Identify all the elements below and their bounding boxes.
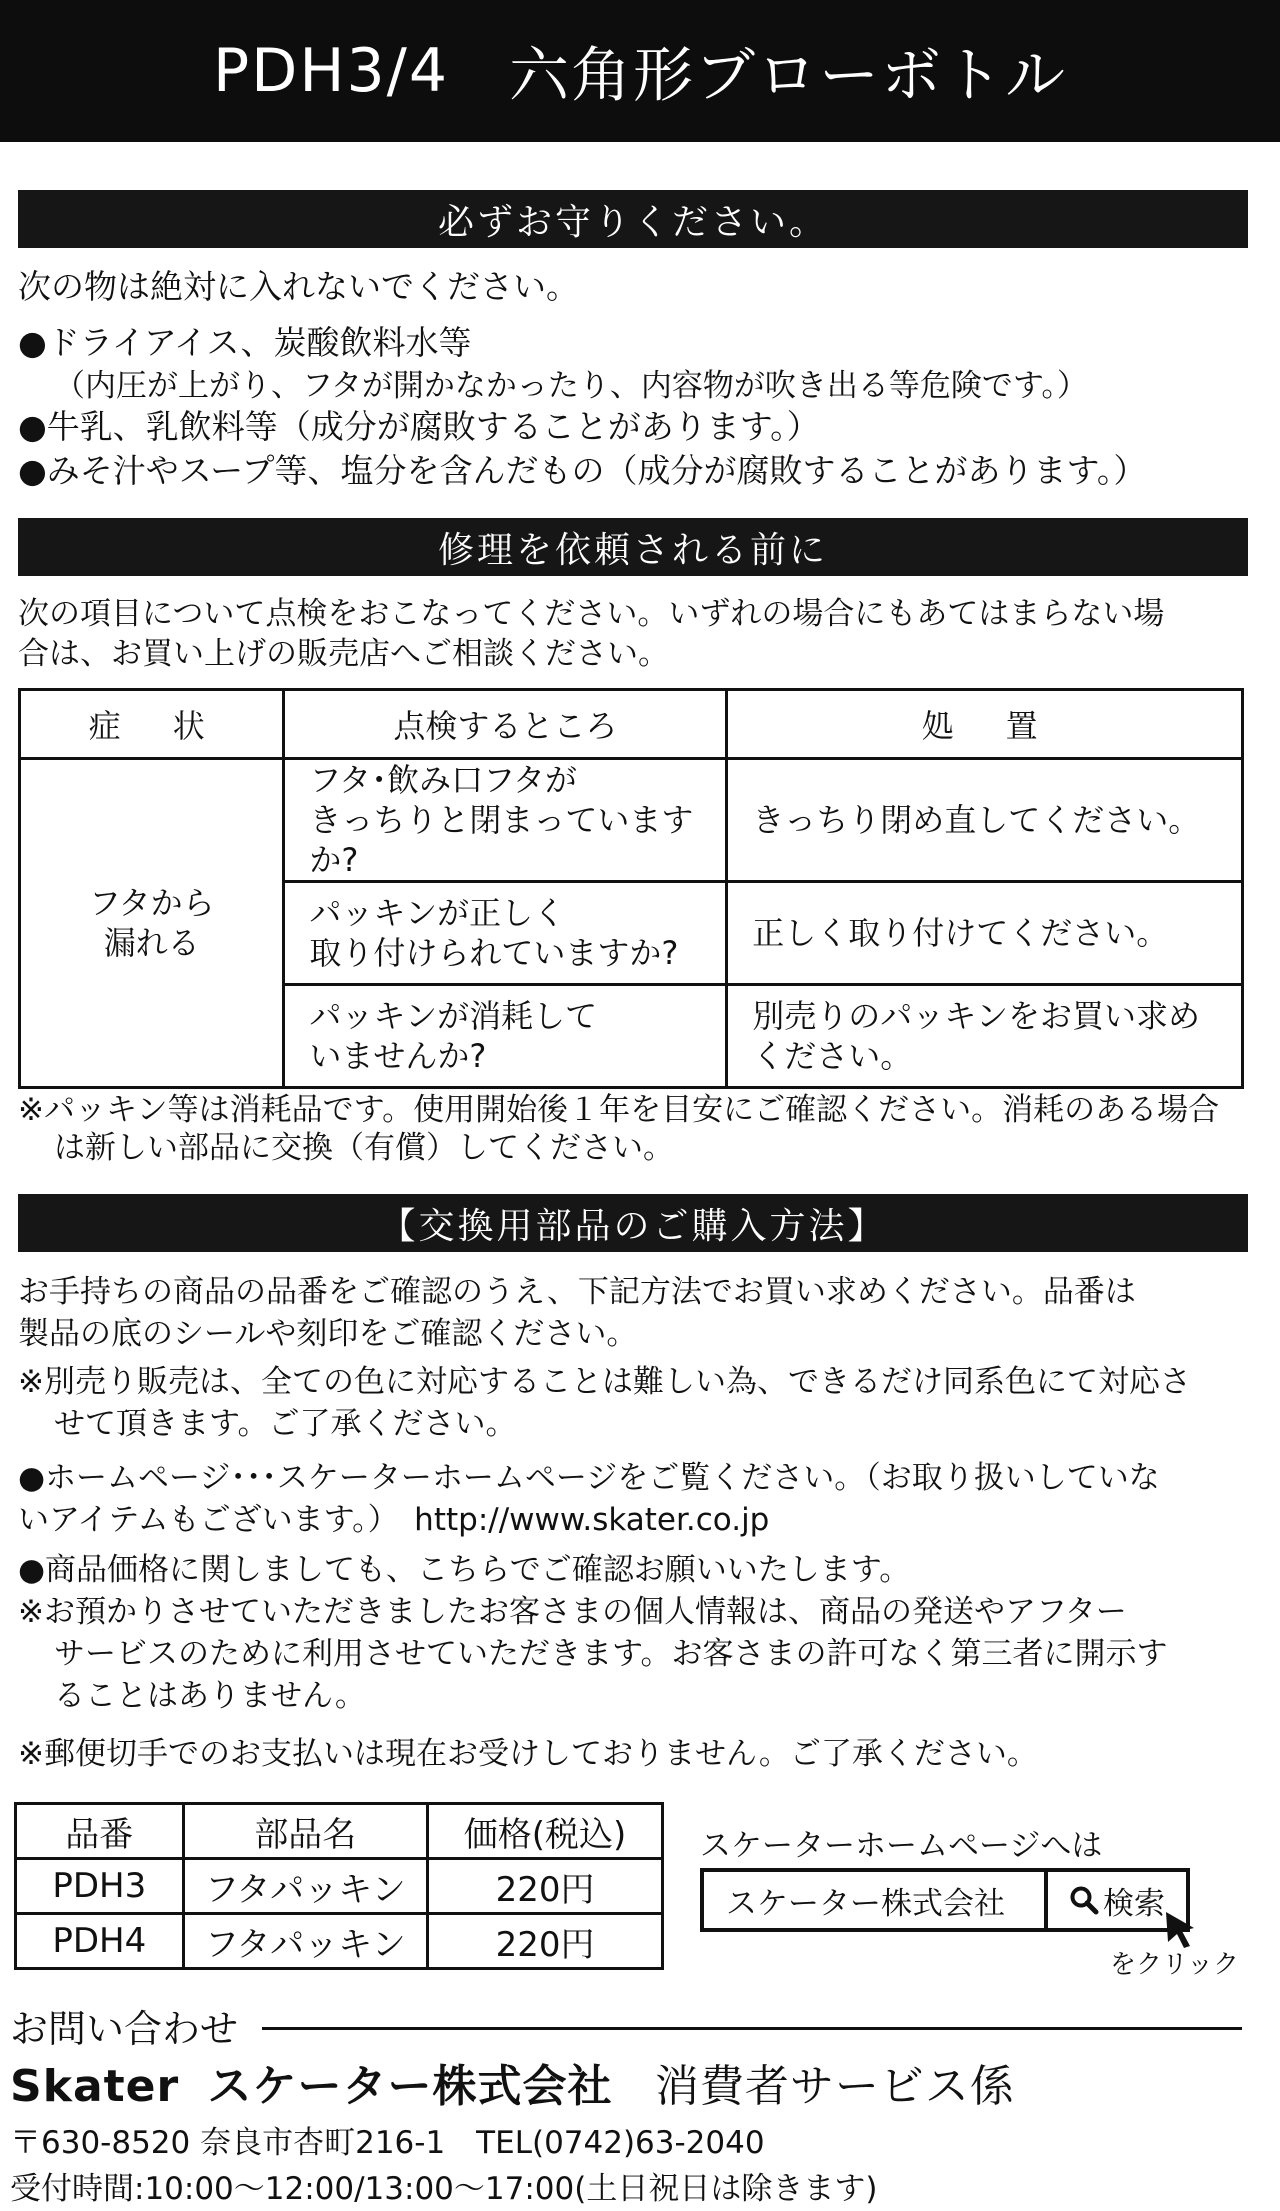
section-title-precautions: 必ずお守りください。 [18, 190, 1248, 248]
column-header: 処 置 [727, 690, 1243, 759]
consumable-note-line: は新しい部品に交換（有償）してください。 [54, 1130, 674, 1166]
column-header: 症 状 [20, 690, 284, 759]
contact-divider [262, 2027, 1242, 2030]
precaution-item: ●みそ汁やスープ等、塩分を含んだもの（成分が腐敗することがあります。） [18, 451, 1147, 490]
purchase-note: ※別売り販売は、全ての色に対応することは難しい為、できるだけ同系色にて対応さ [18, 1364, 1191, 1400]
privacy-note: サービスのために利用させていただきます。お客さまの許可なく第三者に開示す [54, 1636, 1168, 1672]
privacy-note: ※お預かりさせていただきましたお客さまの個人情報は、商品の発送やアフター [18, 1594, 1127, 1630]
column-header: 価格(税込) [428, 1804, 663, 1859]
homepage-text: ●ホームページ･･･スケーターホームページをご覧ください。（お取り扱いしていな [18, 1460, 1160, 1496]
homepage-label: スケーターホームページへは [700, 1828, 1103, 1864]
magnifier-icon [1069, 1885, 1099, 1915]
column-header: 品番 [16, 1804, 184, 1859]
table-row [16, 1914, 663, 1969]
contact-heading: お問い合わせ [10, 2007, 239, 2051]
consumable-note-line: ※パッキン等は消耗品です。使用開始後１年を目安にご確認ください。消耗のある場合 [18, 1092, 1220, 1128]
search-box-graphic [700, 1868, 1190, 1932]
purchase-text: お手持ちの商品の品番をご確認のうえ、下記方法でお買い求めください。品番は [18, 1274, 1136, 1310]
precautions-intro: 次の物は絶対に入れないでください。 [18, 267, 579, 306]
privacy-note: ることはありません。 [54, 1678, 366, 1714]
precaution-item-detail: （内圧が上がり、フタが開かなかったり、内容物が吹き出る等危険です。） [54, 368, 1088, 404]
table-row [20, 759, 1243, 882]
table-header-row [16, 1804, 663, 1859]
purchase-note: せて頂きます。ご了承ください。 [54, 1406, 517, 1442]
parts-price-table [14, 1802, 664, 1970]
part-number: PDH4 [16, 1914, 184, 1969]
action-cell: きっちり閉め直してください。 [727, 759, 1243, 882]
stamp-payment-note: ※郵便切手でのお支払いは現在お受けしておりません。ご了承ください。 [18, 1736, 1038, 1772]
part-price: 220円 [428, 1859, 663, 1914]
column-header: 部品名 [183, 1804, 428, 1859]
search-button-label: 検索 [1103, 1885, 1165, 1922]
homepage-text: いアイテムもございます。） http://www.skater.co.jp [18, 1502, 770, 1538]
table-row [16, 1859, 663, 1914]
action-cell: 正しく取り付けてください。 [727, 882, 1243, 985]
brand-en: Skater [10, 2061, 180, 2112]
address: 〒630-8520 奈良市杏町216-1 TEL(0742)63-2040 [10, 2125, 765, 2161]
company-brand [10, 2050, 1015, 2114]
part-name: フタパッキン [183, 1859, 428, 1914]
precaution-item: ●牛乳、乳飲料等（成分が腐敗することがあります。） [18, 407, 820, 446]
product-code: PDH3/4 [212, 36, 450, 106]
column-header: 点検するところ [284, 690, 727, 759]
part-price: 220円 [428, 1914, 663, 1969]
troubleshooting-table [18, 688, 1244, 1089]
section-title-parts-purchase: 【交換用部品のご購入方法】 [18, 1194, 1248, 1252]
check-cell: パッキンが消耗して いませんか? [284, 985, 727, 1088]
action-cell: 別売りのパッキンをお買い求め ください。 [727, 985, 1243, 1088]
click-label: をクリック [1110, 1950, 1239, 1980]
price-text: ●商品価格に関しましても、こちらでご確認お願いいたします。 [18, 1552, 911, 1588]
section-title-repair: 修理を依頼される前に [18, 518, 1248, 576]
title-bar [0, 0, 1280, 142]
part-number: PDH3 [16, 1859, 184, 1914]
part-name: フタパッキン [183, 1914, 428, 1969]
table-header-row [20, 690, 1243, 759]
precaution-item: ●ドライアイス、炭酸飲料水等 [18, 323, 472, 362]
purchase-text: 製品の底のシールや刻印をご確認ください。 [18, 1316, 638, 1352]
product-name: 六角形ブローボトル [509, 41, 1068, 111]
brand-jp: スケーター株式会社 [207, 2061, 613, 2112]
symptom-cell: フタから 漏れる [20, 759, 284, 1088]
department: 消費者サービス係 [654, 2061, 1015, 2112]
repair-intro-line: 合は、お買い上げの販売店へご相談ください。 [18, 636, 669, 672]
check-cell: パッキンが正しく 取り付けられていますか? [284, 882, 727, 985]
check-cell: フタ･飲み口フタが きっちりと閉まっていますか? [284, 759, 727, 882]
business-hours: 受付時間:10:00～12:00/13:00～17:00(土日祝日は除きます) [10, 2171, 878, 2207]
repair-intro-line: 次の項目について点検をおこなってください。いずれの場合にもあてはまらない場 [18, 596, 1165, 632]
search-term: スケーター株式会社 [704, 1872, 1048, 1928]
